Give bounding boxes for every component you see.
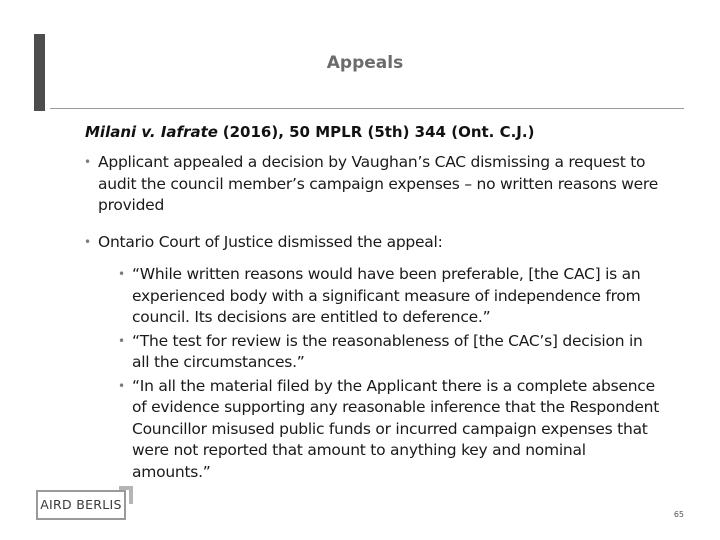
slide-body [84,152,664,498]
bullet-icon: • [118,333,125,348]
case-reference [85,123,534,141]
logo-text: AIRD BERLIS [40,497,122,512]
sub-bullet-item [118,331,664,374]
bullet-text: Ontario Court of Justice dismissed the appeal: [98,232,443,251]
bullet-icon: • [118,267,125,281]
page-number: 65 [673,510,684,519]
bullet-item [84,232,664,484]
case-name: Milani v. Iafrate [85,123,218,141]
quote-text: “While written reasons would have been preferable, [the CAC] is an experienced body with a significant measure of independence from council. Its decisions are entitled to deference.” [132,265,641,326]
slide-title: Appeals [326,53,404,73]
sub-bullet-item [118,264,664,329]
bullet-list [84,152,664,483]
aird-berlis-logo [36,490,126,520]
sub-bullet-item [118,376,664,484]
bullet-item [84,152,664,217]
title-divider [50,108,684,109]
bullet-icon: • [84,155,91,169]
bullet-icon: • [118,378,125,393]
case-citation: (2016), 50 MPLR (5th) 344 (Ont. C.J.) [222,123,535,141]
quote-text: “The test for review is the reasonableness of [the CAC’s] decision in all the circumstances.” [132,331,643,371]
bullet-text: Applicant appealed a decision by Vaughan’s CAC dismissing a request to audit the council member’s campaign expenses – no written reasons were provided [98,153,659,214]
quote-text: “In all the material filed by the Applicant there is a complete absence of evidence supporting any reasonable inference that the Respondent Councillor misused public funds or incurred campaign expenses that were not reported that amount to anything key and nominal amounts.” [132,376,660,481]
bullet-icon: • [84,234,91,249]
sub-bullet-list [118,264,664,483]
logo-corner-mark-vertical [129,486,133,504]
